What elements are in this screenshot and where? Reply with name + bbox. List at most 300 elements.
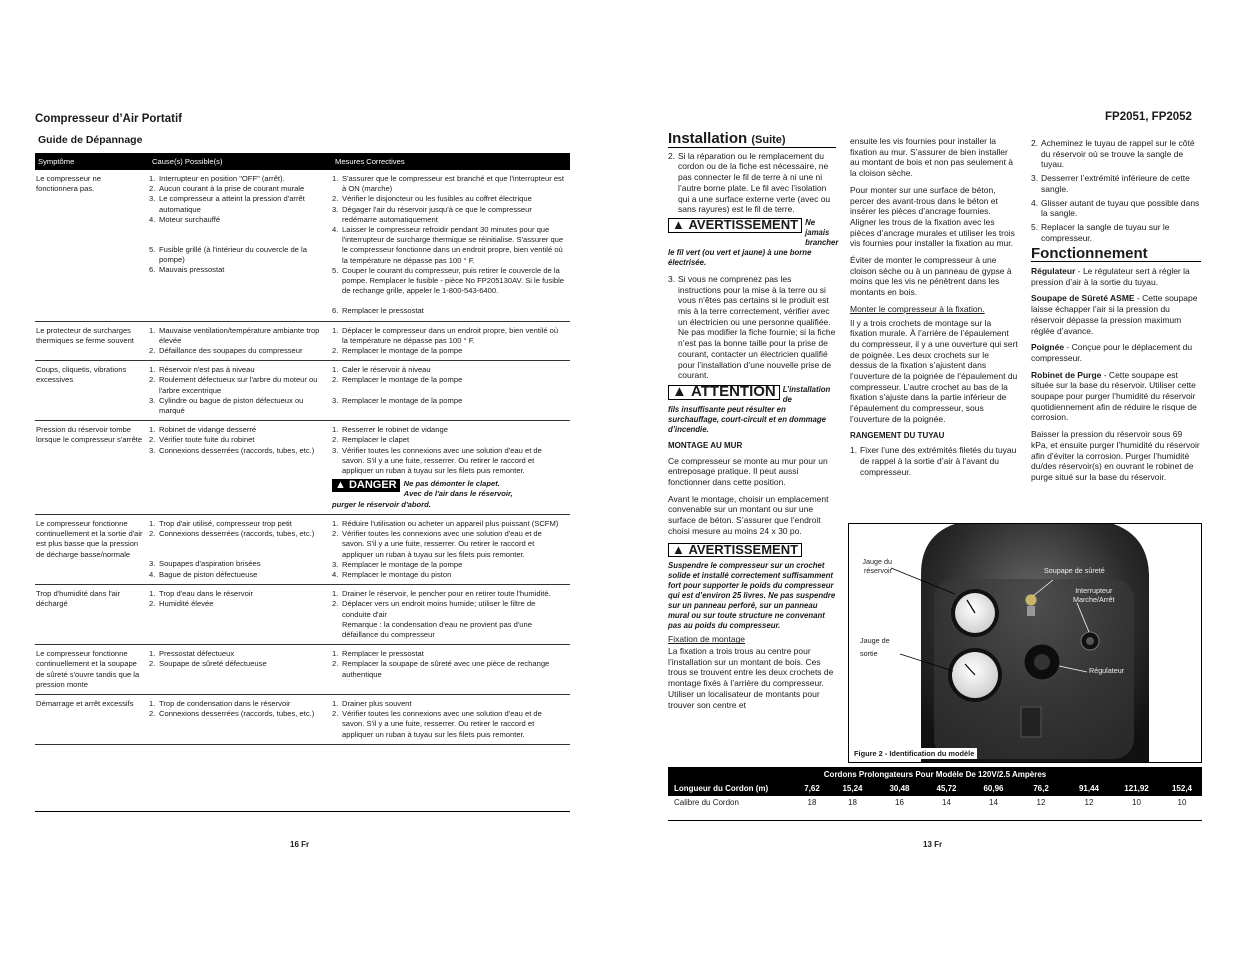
- outlet-coupler: [1021, 707, 1041, 737]
- item-text: Remplacer le montage de la pompe: [342, 395, 463, 405]
- symptom-cell: Trop d'humidité dans l'air déchargé: [36, 589, 121, 609]
- safety-valve-paragraph: [1031, 293, 1201, 336]
- table-row: [35, 585, 570, 645]
- symptom-cell: Démarrage et arrêt excessifs: [36, 698, 134, 708]
- label-switch: [1073, 586, 1115, 604]
- handle-paragraph: [1031, 342, 1201, 363]
- label-line: Marche/Arrêt: [1073, 595, 1115, 604]
- item-number: [332, 620, 342, 640]
- item-number: 2.: [332, 346, 339, 356]
- term: Robinet de Purge: [1031, 369, 1102, 380]
- table-row: [35, 361, 570, 421]
- item-number: 3.: [149, 445, 156, 455]
- list-item: [332, 326, 566, 346]
- item-text: Remplacer le pressostat: [342, 306, 424, 316]
- list-item: 1. Fixer l’une des extrémités filetés du tuyau de rappel à la sortie d’air à l’avant du compresseur.: [850, 445, 1017, 477]
- list-item: [332, 589, 566, 599]
- list-item: [332, 396, 566, 406]
- wall-mount-heading: MONTAGE AU MUR: [668, 440, 743, 450]
- list-item: [149, 425, 328, 435]
- danger-line: [332, 479, 566, 499]
- actions-cell: [332, 365, 570, 416]
- list-item: [332, 205, 566, 225]
- item-number: 2.: [149, 529, 156, 539]
- section-title: Guide de Dépannage: [38, 134, 143, 146]
- item-number: 4.: [1031, 197, 1039, 208]
- cord-cell: 14: [989, 798, 998, 807]
- label-tank-gauge: [856, 557, 892, 575]
- item-number: 6.: [149, 265, 156, 275]
- list-item: [332, 174, 566, 194]
- warning-badge: [668, 543, 802, 558]
- list-item: [149, 559, 328, 569]
- cord-header-cell: 30,48: [889, 784, 910, 793]
- item-text: Remplacer le montage de la pompe: [342, 559, 463, 569]
- item-number: 2.: [332, 435, 339, 445]
- spacer: [332, 296, 566, 306]
- column-header-causes: Cause(s) Possible(s): [152, 157, 223, 166]
- attention-side-text: L’installation de: [782, 384, 831, 404]
- list-item: [149, 265, 328, 275]
- installation-title-text: Installation: [668, 130, 748, 147]
- column-mounting: [850, 136, 1018, 480]
- item-number: 3.: [149, 559, 156, 569]
- list-item: 2. Si la réparation ou le remplacement du cordon ou de la fiche est nécessaire, ne pas connecter le fil de terre à ni une ni l’autre borne plate. Le fil avec l’isolation qui a une surface externe verte (avec ou sans rayures) est le fil de terre.: [668, 151, 836, 215]
- warning-block-2: [668, 543, 836, 558]
- item-number: 1.: [332, 698, 339, 708]
- label-line: Jauge de: [860, 636, 890, 645]
- actions-cell: [332, 699, 570, 740]
- list-item: [332, 306, 566, 316]
- actions-cell: [332, 425, 570, 510]
- causes-cell: [149, 174, 332, 317]
- causes-cell: [149, 649, 332, 690]
- term: Poignée: [1031, 342, 1065, 353]
- safety-valve: [1025, 594, 1037, 606]
- definition: - Cette soupape laisse échapper l’air si la pression du réservoir dépasse la pression maximum réglée d’avance.: [1031, 293, 1198, 336]
- mount-compressor-heading: Monter le compresseur à la fixation.: [850, 303, 985, 314]
- troubleshooting-table: [35, 153, 570, 745]
- list-item: [332, 659, 566, 679]
- cord-cell: 18: [807, 798, 817, 807]
- list-item: [332, 435, 566, 445]
- list-item: [1031, 138, 1201, 170]
- list-item: [332, 529, 566, 560]
- actions-cell: [332, 326, 570, 357]
- list-item: [332, 446, 566, 477]
- item-text: Laisser le compresseur refroidir pendant 30 minutes pour que l'interrupteur de surcharge thermique se réinitialise. S'assurer que le compresseur fonctionne dans un endroit propre, bien ventilé où la température ne dépasse pas 100 ° F.: [342, 225, 564, 265]
- list-item: [332, 194, 566, 204]
- item-number: 1.: [332, 518, 339, 528]
- list-item: [332, 649, 566, 659]
- danger-text-2: Avec de l'air dans le réservoir,: [403, 489, 513, 499]
- list-item: [149, 215, 328, 225]
- item-number: 3.: [149, 395, 156, 405]
- list-item: [332, 699, 566, 709]
- paragraph: Pour monter sur une surface de béton, percer des avant-trous dans le béton et insérer les pièces d’ancrage fournies. Aligner les trous de la fixation avec les pièces d’ancrage murales et utiliser les trois vis fournies pour installer la fixation au mur.: [850, 184, 1015, 249]
- table-row: [35, 322, 570, 362]
- symptom-cell: Le compresseur fonctionne continuellement et la sortie d'air est plus basse que la pression de décharge basse/normale: [36, 518, 143, 559]
- causes-cell: [149, 326, 332, 357]
- drain-valve-paragraph: [1031, 370, 1201, 424]
- item-text: Vérifier toutes les connexions avec une solution d'eau et de savon. S'il y a une fuite, resserrer. Ou retirer le raccord et appliquer un ruban à tuyau sur les filets puis remonter.: [342, 445, 542, 476]
- paragraph: Ce compresseur se monte au mur pour un entreposage pratique. Il peut aussi fonctionner dans cette position.: [668, 455, 828, 488]
- cord-header-cell: 45,72: [936, 784, 957, 793]
- warning-badge: [668, 218, 802, 233]
- list-item: [149, 174, 328, 184]
- installation-title: [668, 130, 836, 148]
- item-number: 2.: [332, 599, 339, 609]
- attention-badge: [668, 382, 780, 400]
- cord-table-row: [668, 796, 1202, 809]
- item-text: Vérifier toutes les connexions avec une solution d'eau et de savon. S'il y a une fuite, resserrer. Ou retirer le raccord et appliquer un ruban à tuyau sur les filets puis remonter.: [342, 709, 542, 739]
- item-text: Bague de piston défectueuse: [159, 569, 258, 579]
- compressor-illustration: [849, 524, 1202, 763]
- switch-button: [1086, 637, 1094, 645]
- install-item-3: Si vous ne comprenez pas les instructions pour la mise à la terre ou si vous n’êtes pas certains si le produit est mis à la terre correctement, vérifier avec un électricien ou une personne qualifiée. Ne pas modifier la fiche fournie; si la fiche n’est pas la bonne taille pour la prise de courant, contacter un électricien qualifié pour l’installation d’une nouvelle prise de courant.: [678, 273, 836, 381]
- item-number: 1.: [332, 589, 339, 599]
- right-page-header: FP2051, FP2052: [1105, 111, 1192, 123]
- label-regulator: Régulateur: [1089, 666, 1125, 675]
- cord-cell: 16: [895, 798, 904, 807]
- item-number: 1.: [149, 365, 156, 375]
- label-outlet-gauge: [860, 636, 890, 658]
- item-text: Pressostat défectueux: [159, 649, 235, 659]
- item-text: Caler le réservoir à niveau: [342, 365, 431, 375]
- danger-triangle-icon: ▲: [335, 479, 346, 492]
- list-item: [149, 599, 328, 609]
- paragraph: Il y a trois crochets de montage sur la fixation murale. À l’arrière de l’épaulement du compresseur, il y a une ouverture qui sert de poignée. Les deux crochets sur le dessus de la fixation s’ajustent dans l’ouverture de la poignée de l’épaulement du compresseur. L’autre crochet au bas de la fixation s’ajuste dans la partie inférieur de l’épaulement du compresseur, sous l’ouverture de la poignée.: [850, 317, 1018, 424]
- definition: - Cette soupape est située sur la base du réservoir. Utiliser cette soupape pour purger l’humidité du réservoir quotidiennement afin de réduire le risque de corrosion.: [1031, 369, 1197, 423]
- item-text: Acheminez le tuyau de rappel sur le côté du réservoir où se trouve la sangle de tuyau.: [1041, 138, 1195, 170]
- list-item: [149, 446, 328, 456]
- symptom-cell: Le protecteur de surcharges thermiques se ferme souvent: [36, 325, 134, 345]
- symptom-cell: Le compresseur ne fonctionnera pas.: [36, 174, 102, 194]
- table-row: [35, 421, 570, 515]
- item-number: 2.: [149, 346, 156, 356]
- item-number: 1.: [332, 425, 339, 435]
- installation-title-suffix: (Suite): [751, 134, 786, 146]
- table-row: [35, 515, 570, 585]
- paragraph: Éviter de monter le compresseur à une cloison sèche ou à un panneau de gypse à moins que les vis ne pénètrent dans les montants en bois.: [850, 255, 1012, 298]
- spacer: [149, 225, 328, 245]
- item-number: 2.: [149, 375, 156, 385]
- column-operation: [1031, 138, 1201, 489]
- item-text: Mauvais pressostat: [159, 265, 225, 275]
- list-item: [332, 266, 566, 297]
- item-text: Remarque : la condensation d'eau ne provient pas d'une défaillance du compresseur: [342, 619, 532, 639]
- item-text: Connexions desserrées (raccords, tubes, etc.): [159, 445, 315, 455]
- item-number: 2.: [332, 529, 339, 539]
- item-number: 3.: [149, 194, 156, 204]
- item-text: Remplacer le montage du piston: [342, 569, 452, 579]
- causes-cell: [149, 425, 332, 510]
- attention-label: ATTENTION: [691, 382, 776, 400]
- symptom-cell: Coups, cliquetis, vibrations excessives: [36, 365, 127, 385]
- item-text: Déplacer le compresseur dans un endroit propre, bien ventilé où la température ne dépasse pas 100 ° F.: [342, 325, 559, 345]
- actions-cell: [332, 174, 570, 317]
- item-number: 1.: [332, 649, 339, 659]
- cord-cell: 14: [942, 798, 951, 807]
- list-item: [332, 599, 566, 619]
- list-item: [332, 225, 566, 266]
- item-text: Roulement défectueux sur l'arbre du moteur ou l'arbre excentrique: [159, 375, 318, 395]
- operation-title: Fonctionnement: [1031, 249, 1201, 262]
- item-text: Vérifier le disjoncteur ou les fusibles au coffret électrique: [342, 194, 532, 204]
- cord-table-title: Cordons Prolongateurs Pour Modèle De 120V/2.5 Ampères: [668, 767, 1202, 782]
- actions-cell: [332, 649, 570, 690]
- item-number: 5.: [332, 265, 339, 275]
- item-text: Réduire l'utilisation ou acheter un appareil plus puissant (SCFM): [342, 518, 559, 528]
- list-item: [149, 326, 328, 346]
- page-number-right: 13 Fr: [923, 840, 943, 849]
- bottom-rule-right: [668, 820, 1202, 821]
- column-header-actions: Mesures Correctives: [335, 157, 405, 166]
- label-line: réservoir: [864, 566, 892, 575]
- definition: - Le régulateur sert à régler la pression d’air à la sortie du tuyau.: [1031, 266, 1190, 287]
- item-number: 2.: [149, 709, 156, 719]
- item-number: 2.: [149, 659, 156, 669]
- item-number: 1.: [149, 518, 156, 528]
- paragraph: Avant le montage, choisir un emplacement convenable sur un montant ou sur une surface de béton. S’assurer que l’endroit choisi mesure au moins 24 x 30 po.: [668, 493, 829, 536]
- item-text: Remplacer le clapet: [342, 435, 410, 445]
- list-item: [149, 194, 328, 214]
- paragraph: ensuite les vis fournies pour installer la fixation au mur. S’assurer de bien installer au montant de bois et non pas seulement à la cloison sèche.: [850, 136, 1014, 179]
- item-number: 1.: [149, 649, 156, 659]
- item-number: 1.: [332, 174, 339, 183]
- item-text: Interrupteur en position "OFF" (arrêt).: [159, 174, 285, 183]
- list-item: [149, 659, 328, 669]
- causes-cell: [149, 365, 332, 416]
- list-item: [332, 560, 566, 570]
- symptom-cell: Pression du réservoir tombe lorsque le compresseur s'arrête: [36, 425, 143, 445]
- item-text: Drainer le réservoir, le pencher pour en retirer toute l'humidité.: [342, 589, 551, 599]
- cord-header-cell: 15,24: [842, 784, 863, 793]
- attention-block: [668, 382, 836, 405]
- item-number: 2.: [149, 599, 156, 609]
- item-text: Connexions desserrées (raccords, tubes, etc.): [159, 709, 315, 719]
- item-number: 3.: [332, 559, 339, 569]
- list-item: [149, 709, 328, 719]
- causes-cell: [149, 519, 332, 580]
- item-text: Drainer plus souvent: [342, 698, 412, 708]
- install-item-2: Si la réparation ou le remplacement du cordon ou de la fiche est nécessaire, ne pas connecter le fil de terre à ni une ni l’autre borne plate. Le fil avec l’isolation qui a une surface externe verte (avec ou sans rayures) est le fil de terre.: [678, 150, 831, 215]
- cord-header-cell: 76,2: [1033, 784, 1049, 793]
- actions-cell: [332, 519, 570, 580]
- warning-side-text: Ne jamais brancher: [805, 217, 839, 247]
- definition: - Conçue pour le déplacement du compresseur.: [1031, 342, 1193, 363]
- label-line: Interrupteur: [1075, 586, 1113, 595]
- item-text: Connexions desserrées (raccords, tubes, etc.): [159, 529, 315, 539]
- item-text: Dégager l'air du réservoir jusqu'à ce que le compresseur redémarre automatiquement: [342, 204, 532, 224]
- causes-cell: [149, 699, 332, 740]
- item-text: Trop de condensation dans le réservoir: [159, 698, 291, 708]
- list-item: [149, 589, 328, 599]
- item-number: 2.: [332, 375, 339, 385]
- item-number: 2.: [332, 709, 339, 719]
- hose-item-1: Fixer l’une des extrémités filetés du tuyau de rappel à la sortie d’air à l’avant du compresseur.: [860, 445, 1017, 477]
- warning-text-1: le fil vert (ou vert et jaune) à une borne électrisée.: [668, 247, 812, 267]
- danger-text-1: Ne pas démonter le clapet.: [403, 479, 500, 489]
- warning-label: AVERTISSEMENT: [688, 541, 799, 557]
- attention-text: fils insuffisante peut résulter en surchauffage, court-circuit et en dommage d’incendie.: [668, 404, 826, 434]
- item-text: S'assurer que le compresseur est branché et que l'interrupteur est à ON (marche): [342, 174, 564, 194]
- list-item: [149, 699, 328, 709]
- table-row: [35, 645, 570, 695]
- item-text: Aucun courant à la prise de courant murale: [159, 184, 305, 194]
- item-number: 2.: [332, 194, 339, 204]
- cord-cell: 18: [848, 798, 857, 807]
- warning-triangle-icon: ▲: [672, 216, 685, 232]
- cord-cell: Calibre du Cordon: [674, 798, 739, 807]
- item-text: Soupapes d'aspiration brisées: [159, 559, 261, 569]
- item-text: Réservoir n'est pas à niveau: [159, 365, 255, 375]
- spacer: [332, 386, 566, 396]
- causes-cell: [149, 589, 332, 640]
- list-item: [332, 709, 566, 740]
- item-text: Soupape de sûreté défectueuse: [159, 659, 267, 669]
- item-text: Mauvaise ventilation/température ambiante trop élevée: [159, 325, 320, 345]
- term: Soupape de Sûreté ASME: [1031, 293, 1135, 304]
- cord-header-cell: 91,44: [1078, 784, 1100, 793]
- item-number: 1.: [149, 589, 156, 599]
- warning-text-2: Suspendre le compresseur sur un crochet solide et installé correctement suffisamment fort pour supporter le poids du compresseur qui est d’environ 25 livres. Ne pas suspendre sur un panneau perforé, sur un panneau mural ou sur toute structure ne convenant pas au poids du compresseur.: [668, 561, 836, 631]
- warning-block-1: [668, 216, 839, 248]
- list-item: [332, 375, 566, 385]
- item-text: Déplacer vers un endroit moins humide; utiliser le filtre de conduite d'air: [342, 599, 536, 619]
- item-text: Glisser autant de tuyau que possible dans la sangle.: [1041, 197, 1200, 219]
- list-item: [149, 519, 328, 529]
- spacer: [149, 539, 328, 559]
- column-header-symptom: Symptôme: [38, 157, 75, 166]
- item-text: Cylindre ou bague de piston défectueux ou marqué: [159, 395, 304, 416]
- item-number: 4.: [149, 569, 156, 579]
- item-number: 6.: [332, 306, 339, 316]
- item-number: 5.: [1031, 221, 1039, 232]
- item-number: 3.: [332, 445, 339, 455]
- cord-cell: 10: [1177, 798, 1187, 807]
- table-row: [35, 170, 570, 322]
- danger-note: [332, 479, 566, 510]
- item-text: Remplacer le pressostat: [342, 649, 424, 659]
- danger-badge: [332, 479, 400, 492]
- item-text: Desserrer l’extrémité inférieure de cette sangle.: [1041, 173, 1190, 194]
- list-item: [149, 346, 328, 356]
- paragraph: Baisser la pression du réservoir sous 69 kPa, et ensuite purger l’humidité du réservoir afin d’éviter la corrosion. Purger l’humidité du/des réservoir(s) en ouvrant le robinet de purge situé sur la base du réservoir.: [1031, 429, 1200, 482]
- list-item: [149, 529, 328, 539]
- item-number: 4.: [332, 225, 339, 235]
- item-number: 1.: [149, 425, 156, 435]
- item-text: Vérifier toutes les connexions avec une solution d'eau et de savon. S'il y a une fuite, resserrer. Ou retirer le raccord et appliquer un ruban à tuyau sur les filets puis remonter.: [342, 529, 542, 559]
- item-number: 3.: [1031, 173, 1039, 184]
- warning-triangle-icon: ▲: [672, 541, 685, 557]
- item-number: 4.: [332, 569, 339, 579]
- item-text: Fusible grillé (à l'intérieur du couvercle de la pompe): [159, 245, 307, 265]
- item-text: Vérifier toute fuite du robinet: [159, 435, 255, 445]
- item-number: 5.: [149, 245, 156, 255]
- item-text: Le compresseur a atteint la pression d'arrêt automatique: [159, 194, 305, 214]
- cord-header-cell: 121,92: [1124, 784, 1149, 793]
- bottom-rule: [35, 811, 570, 812]
- cord-table: [668, 767, 1202, 809]
- danger-text-lines: [404, 479, 513, 499]
- cord-table-header: [668, 782, 1202, 796]
- item-number: 2.: [149, 184, 156, 194]
- item-number: 2.: [1031, 138, 1039, 148]
- item-number: 1.: [149, 174, 156, 183]
- list-item: [149, 365, 328, 375]
- item-number: 2.: [149, 435, 156, 445]
- column-installation: [668, 130, 839, 716]
- item-number: 1.: [332, 365, 339, 375]
- item-text: Replacer la sangle de tuyau sur le compresseur.: [1041, 221, 1170, 243]
- table-body: [35, 170, 570, 745]
- danger-label: DANGER: [348, 479, 397, 492]
- item-text: Remplacer le montage de la pompe: [342, 346, 463, 356]
- item-number: 3.: [332, 395, 339, 405]
- item-text: Remplacer la soupape de sûreté avec une pièce de rechange authentique: [342, 659, 550, 679]
- item-number: 3.: [332, 204, 339, 214]
- regulator-center: [1034, 654, 1050, 670]
- list-item: [332, 519, 566, 529]
- warning-triangle-icon: ▲: [672, 382, 687, 400]
- warning-label: AVERTISSEMENT: [688, 216, 799, 232]
- label-line: sortie: [860, 649, 878, 658]
- item-text: Défaillance des soupapes du compresseur: [159, 346, 303, 356]
- list-item: 3. Si vous ne comprenez pas les instructions pour la mise à la terre ou si vous n’êtes pas certains si le produit est mis à la terre correctement, vérifier avec un électricien ou une personne qualifiée. Ne pas modifier la fiche fournie; si la fiche n’est pas la bonne taille pour la prise de courant, contacter un électricien qualifié pour l’installation d’une nouvelle prise de courant.: [668, 273, 836, 381]
- item-text: Remplacer le montage de la pompe: [342, 375, 463, 385]
- actions-cell: [332, 589, 570, 640]
- compressor-figure: [848, 523, 1202, 763]
- list-item: [149, 435, 328, 445]
- item-number: 1.: [149, 325, 156, 335]
- list-item: [1031, 222, 1201, 243]
- symptom-cell: Le compresseur fonctionne continuellement et la soupape de sûreté s'ouvre tandis que la pression monte: [36, 649, 140, 689]
- list-item: [149, 396, 328, 416]
- figure-caption: Figure 2 - Identification du modèle: [851, 748, 977, 759]
- cord-header-cell: Longueur du Cordon (m): [674, 784, 769, 793]
- list-item: [1031, 173, 1201, 194]
- list-item: [332, 365, 566, 375]
- table-header: [35, 153, 570, 170]
- list-item: [332, 425, 566, 435]
- paragraph: La fixation a trois trous au centre pour l’installation sur un montant de bois. Ces trous se trouvent entre les deux crochets de montage fixés à l’arrière du compresseur. Utiliser un localisateur de montants pour trouver son centre et: [668, 645, 834, 710]
- bracket-heading: Fixation de montage: [668, 634, 746, 645]
- page-number-left: 16 Fr: [290, 840, 310, 849]
- item-text: Robinet de vidange desserré: [159, 425, 257, 435]
- cord-header-cell: 7,62: [804, 784, 820, 793]
- list-item: [332, 570, 566, 580]
- term: Régulateur: [1031, 266, 1076, 277]
- list-item: [149, 184, 328, 194]
- list-item: [149, 649, 328, 659]
- cord-cell: 12: [1036, 798, 1046, 807]
- safety-valve-stem: [1027, 606, 1035, 616]
- item-number: 1.: [149, 698, 156, 708]
- cord-cell: 12: [1084, 798, 1094, 807]
- list-item: [149, 570, 328, 580]
- left-page-header: Compresseur d’Air Portatif: [35, 113, 182, 125]
- cord-header-cell: 60,96: [983, 784, 1004, 793]
- danger-text-3: purger le réservoir d'abord.: [332, 499, 431, 509]
- item-number: 4.: [149, 214, 156, 224]
- list-item: [1031, 198, 1201, 219]
- item-text: Humidité élevée: [159, 599, 214, 609]
- item-text: Couper le courant du compresseur, puis retirer le couvercle de la pompe. Remplacer le fusible - pièce No FP205130AV. Si le fusible de rechange grille, appeler le 1-800-543-6400.: [342, 265, 565, 296]
- item-text: Resserrer le robinet de vidange: [342, 425, 448, 435]
- item-text: Trop d'air utilisé, compresseur trop petit: [159, 518, 292, 528]
- table-row: [35, 695, 570, 745]
